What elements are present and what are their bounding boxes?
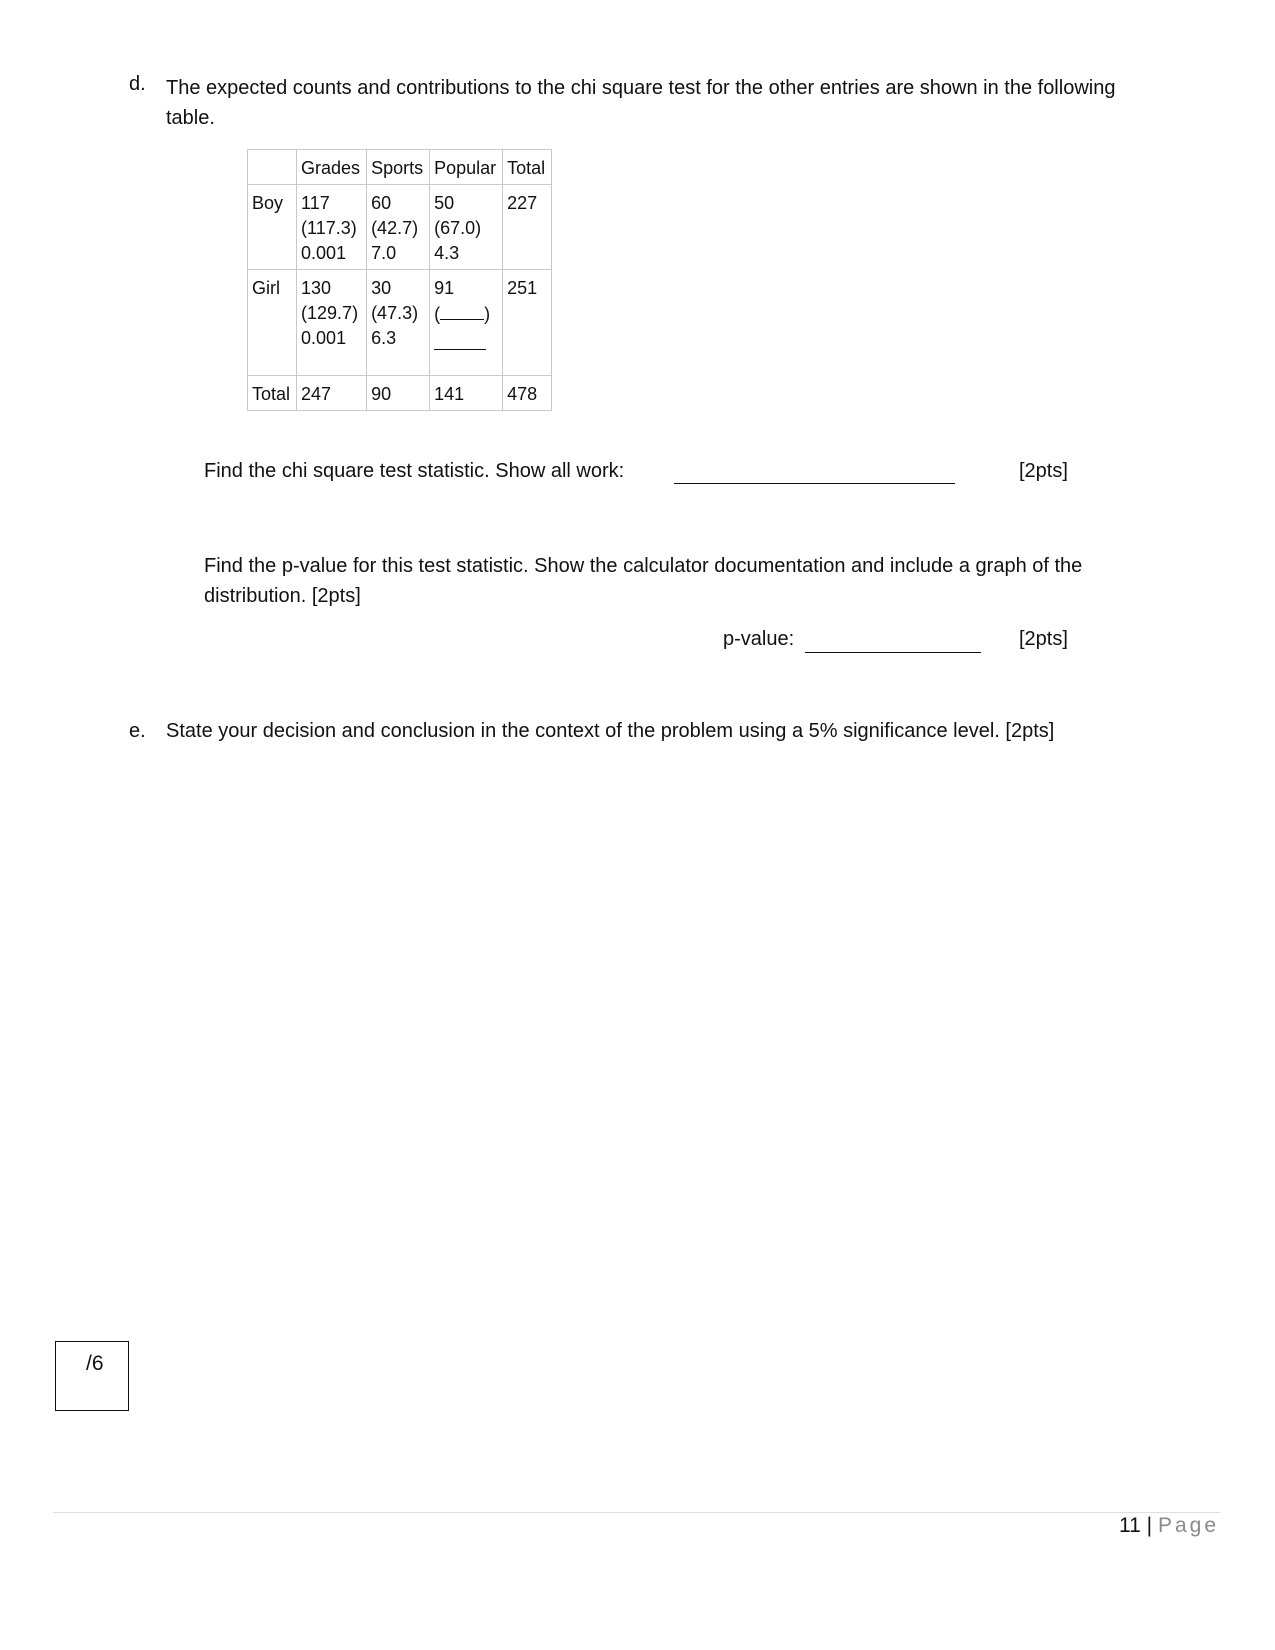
cell-boy-grades — [297, 185, 367, 270]
score-box-text: /6 — [86, 1352, 104, 1375]
observed-value: 60 — [371, 193, 392, 213]
pvalue-answer-line[interactable] — [805, 652, 981, 653]
header-cell-popular: Popular — [430, 150, 503, 185]
cell-total-sports: 90 — [367, 376, 430, 411]
observed-value: 91 — [434, 278, 455, 298]
expected-value: (117.3) — [301, 218, 357, 238]
observed-value: 117 — [301, 193, 330, 213]
pvalue-question — [204, 551, 1082, 611]
page-separator: | — [1146, 1514, 1153, 1537]
expected-value: (67.0) — [434, 218, 482, 238]
cell-girl-total: 251 — [503, 270, 552, 376]
part-d-text — [166, 73, 1115, 133]
pvalue-points: [2pts] — [1019, 628, 1068, 650]
table-header-row — [248, 150, 552, 185]
observed-value: 30 — [371, 278, 392, 298]
pvalue-label: p-value: — [723, 628, 795, 650]
header-cell-empty — [248, 150, 297, 185]
contribution-value: 0.001 — [301, 328, 347, 348]
observed-value: 130 — [301, 278, 332, 298]
cell-boy-sports — [367, 185, 430, 270]
contribution-value: 6.3 — [371, 328, 397, 348]
page-word: Page — [1157, 1514, 1219, 1537]
cell-total-grades: 247 — [297, 376, 367, 411]
chi-square-answer-line[interactable] — [674, 483, 955, 484]
part-d-line-1: The expected counts and contributions to the chi square test for the other entries are shown in the following — [166, 77, 1116, 99]
part-e-letter: e. — [129, 720, 146, 742]
cell-boy-total: 227 — [503, 185, 552, 270]
page-footer — [1119, 1514, 1219, 1538]
cell-girl-popular — [430, 270, 503, 376]
observed-value: 50 — [434, 193, 455, 213]
row-label-total: Total — [248, 376, 297, 411]
cell-total-popular: 141 — [430, 376, 503, 411]
table-row-total — [248, 376, 552, 411]
part-d-letter: d. — [129, 73, 146, 95]
contribution-value: 7.0 — [371, 243, 397, 263]
expected-value: (129.7) — [301, 303, 359, 323]
cell-boy-popular — [430, 185, 503, 270]
header-cell-total: Total — [503, 150, 552, 185]
cell-girl-sports — [367, 270, 430, 376]
row-label-boy: Boy — [248, 185, 297, 270]
contribution-value: 0.001 — [301, 243, 347, 263]
cell-girl-grades — [297, 270, 367, 376]
contingency-table — [247, 149, 552, 411]
footer-divider — [53, 1512, 1220, 1513]
pvalue-question-line-2: distribution. [2pts] — [204, 585, 361, 607]
expected-value: (47.3) — [371, 303, 419, 323]
part-e-text: State your decision and conclusion in the context of the problem using a 5% significance level. [2pts] — [166, 720, 1055, 742]
close-paren: ) — [484, 304, 491, 324]
cell-grand-total: 478 — [503, 376, 552, 411]
table-row-girl — [248, 270, 552, 376]
header-cell-sports: Sports — [367, 150, 430, 185]
expected-blank-line — [440, 301, 484, 320]
page-number: 11 — [1118, 1514, 1141, 1537]
pvalue-question-line-1: Find the p-value for this test statistic. Show the calculator documentation and include a graph of the — [204, 555, 1083, 577]
expected-blank — [434, 301, 496, 327]
expected-value: (42.7) — [371, 218, 419, 238]
contribution-value: 4.3 — [434, 243, 460, 263]
score-box — [55, 1341, 129, 1411]
header-cell-grades: Grades — [297, 150, 367, 185]
open-paren: ( — [434, 304, 441, 324]
row-label-girl: Girl — [248, 270, 297, 376]
chi-square-points: [2pts] — [1019, 460, 1068, 482]
table-row-boy — [248, 185, 552, 270]
chi-square-prompt: Find the chi square test statistic. Show all work: — [204, 460, 625, 482]
contribution-blank-line — [434, 327, 486, 350]
part-d-line-2: table. — [166, 107, 215, 129]
